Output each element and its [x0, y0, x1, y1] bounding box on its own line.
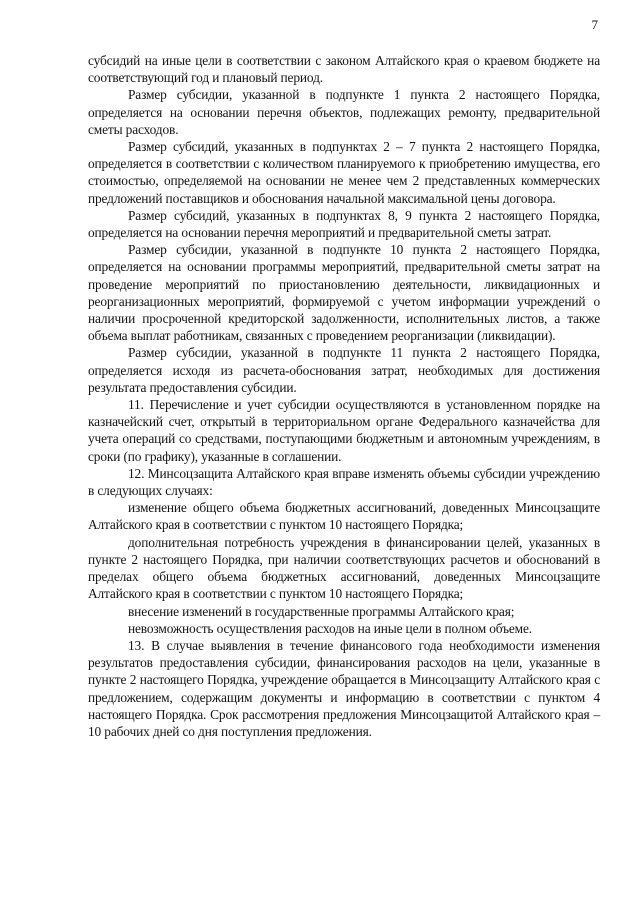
paragraph: Размер субсидии, указанной в подпункте 1 пункта 2 настоящего Порядка, определяется на основании перечня объектов, подлежащих ремонту, предварительной сметы расходов. [88, 87, 600, 137]
paragraph: 13. В случае выявления в течение финансового года необходимости изменения результатов предоставления субсидии, финансирования расходов на цели, указанные в пункте 2 настоящего Порядка, учреждение обращается в Минсоцзащиту Алтайского края с предложением, содержащим документы и информацию в соответствии с пунктом 4 настоящего Порядка. Срок рассмотрения предложения Минсоцзащитой Алтайского края – 10 рабочих дней со дня поступления предложения. [88, 637, 600, 739]
document-body [88, 52, 600, 740]
paragraph: субсидий на иные цели в соответствии с законом Алтайского края о краевом бюджете на соответствующий год и плановый период. [88, 53, 600, 86]
paragraph: 11. Перечисление и учет субсидии осуществляются в установленном порядке на казначейский счет, открытый в территориальном органе Федерального казначейства для учета операций со средствами, поступающими бюджетным и автономным учреждениям, в сроки (по графику), указанные в соглашении. [88, 397, 600, 464]
paragraph: Размер субсидии, указанной в подпункте 10 пункта 2 настоящего Порядка, определяется на основании программы мероприятий, предварительной сметы затрат на проведение мероприятий по приостановлению деятельности, ликвидационных и реорганизационных мероприятий, формируемой с учетом информации учреждений о наличии просроченной кредиторской задолженности, исполнительных листов, а также объема выплат работникам, связанных с проведением реорганизации (ликвидации). [88, 242, 600, 344]
paragraph: внесение изменений в государственные программы Алтайского края; [128, 603, 515, 619]
page-number: 7 [591, 17, 598, 32]
paragraph: изменение общего объема бюджетных ассигнований, доведенных Минсоцзащите Алтайского края в соответствии с пунктом 10 настоящего Порядка; [88, 500, 600, 533]
paragraph: невозможность осуществления расходов на иные цели в полном объеме. [128, 620, 532, 636]
paragraph: Размер субсидии, указанной в подпункте 11 пункта 2 настоящего Порядка, определяется исходя из расчета-обоснования затрат, необходимых для достижения результата предоставления субсидии. [88, 345, 600, 395]
paragraph: Размер субсидий, указанных в подпунктах 2 – 7 пункта 2 настоящего Порядка, определяется в соответствии с количеством планируемого к приобретению имущества, его стоимостью, определяемой на основании не менее чем 2 представленных коммерческих предложений поставщиков и обоснования начальной максимальной цены договора. [88, 139, 600, 206]
paragraph: Размер субсидий, указанных в подпунктах 8, 9 пункта 2 настоящего Порядка, определяется на основании перечня мероприятий и предварительной сметы затрат. [88, 207, 600, 241]
paragraph: дополнительная потребность учреждения в финансировании целей, указанных в пункте 2 настоящего Порядка, при наличии соответствующих расчетов и обоснований в пределах общего объема бюджетных ассигнований, доведенных Минсоцзащите Алтайского края в соответствии с пунктом 10 настоящего Порядка; [88, 534, 600, 602]
paragraph: 12. Минсоцзащита Алтайского края вправе изменять объемы субсидии учреждению в следующих случаях: [88, 465, 600, 499]
